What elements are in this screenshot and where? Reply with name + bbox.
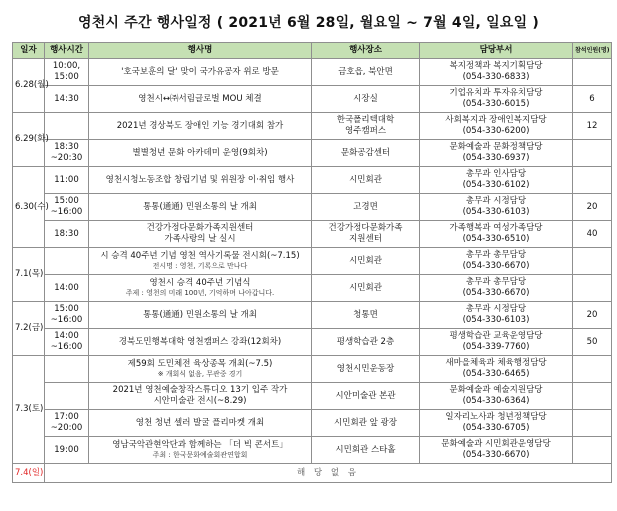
dept-cell — [420, 410, 573, 437]
time-cell — [45, 329, 89, 356]
table-row — [13, 167, 612, 194]
time-cell-text: 10:00, 15:00 — [52, 61, 81, 82]
attendee-count-cell — [573, 86, 612, 113]
dept-cell — [420, 59, 573, 86]
time-cell — [45, 383, 89, 410]
table-row — [13, 275, 612, 302]
dept-cell-text: 문화예술과 문화정책담당 (054-330-6937) — [449, 142, 543, 163]
event-name-cell — [89, 140, 312, 167]
dept-cell — [420, 302, 573, 329]
table-row — [13, 302, 612, 329]
time-cell-text: 14:30 — [54, 93, 79, 104]
event-name-cell-text: 영천시↔㈜서림글로벌 MOU 체결 — [138, 93, 262, 104]
place-cell — [312, 356, 420, 383]
place-cell-text: 건강가정다문화가족 지원센터 — [328, 223, 403, 244]
date-cell: 7.4(일) — [13, 464, 45, 483]
header-date: 일자 — [13, 43, 45, 59]
time-cell-text: 15:00 ~16:00 — [50, 196, 83, 217]
dept-cell — [420, 356, 573, 383]
place-cell — [312, 194, 420, 221]
event-name-cell — [89, 248, 312, 275]
place-cell — [312, 383, 420, 410]
event-name-cell — [89, 356, 312, 383]
place-cell-text: 영천시민운동장 — [336, 363, 395, 374]
header-dept: 담당부서 — [420, 43, 573, 59]
dept-cell-text: 총무과 시정담당 (054-330-6103) — [462, 304, 530, 325]
attendee-count-cell — [573, 302, 612, 329]
place-cell-text: 금호읍, 북안면 — [338, 66, 393, 77]
dept-cell-text: 총무과 총무담당 (054-330-6670) — [462, 277, 530, 298]
time-cell-text: 14:00 ~16:00 — [50, 331, 83, 352]
table-row — [13, 329, 612, 356]
place-cell-text: 청통면 — [353, 309, 378, 320]
dept-cell — [420, 194, 573, 221]
attendee-count-cell — [573, 275, 612, 302]
attendee-count-cell — [573, 140, 612, 167]
attendee-count-cell-text: 6 — [589, 93, 595, 104]
place-cell — [312, 437, 420, 464]
event-name-cell — [89, 302, 312, 329]
event-name-cell-text: 별별청년 문화 아카데미 운영(9회차) — [132, 147, 268, 158]
dept-cell-text: 가족행복과 여성가족담당 (054-330-6510) — [449, 223, 543, 244]
time-cell — [45, 356, 89, 383]
table-row — [13, 113, 612, 140]
table-row — [13, 59, 612, 86]
attendee-count-cell — [573, 356, 612, 383]
attendee-count-cell-text: 50 — [586, 336, 598, 347]
dept-cell-text: 총무과 총무담당 (054-330-6670) — [462, 250, 530, 271]
time-cell — [45, 140, 89, 167]
place-cell — [312, 113, 420, 140]
page-title: 영천시 주간 행사일정 ( 2021년 6월 28일, 월요일 ~ 7월 4일, 일요일 ) — [77, 15, 539, 31]
event-note-text: ※ 개회식 없음, 무관중 경기 — [157, 370, 243, 378]
table-row — [13, 140, 612, 167]
place-cell-text: 시민회관 — [349, 282, 382, 293]
attendee-count-cell — [573, 194, 612, 221]
header-time: 행사시간 — [45, 43, 89, 59]
dept-cell — [420, 86, 573, 113]
attendee-count-cell — [573, 59, 612, 86]
place-cell — [312, 86, 420, 113]
attendee-count-cell-text: 20 — [586, 309, 598, 320]
dept-cell-text: 문화예술과 예술지원담당 (054-330-6364) — [449, 385, 543, 406]
place-cell-text: 시민회관 앞 광장 — [334, 417, 397, 428]
time-cell — [45, 167, 89, 194]
dept-cell-text: 기업유치과 투자유치담당 (054-330-6015) — [449, 88, 543, 109]
event-name-cell — [89, 410, 312, 437]
attendee-count-cell — [573, 221, 612, 248]
place-cell — [312, 302, 420, 329]
dept-cell — [420, 113, 573, 140]
place-cell-text: 시장실 — [353, 93, 378, 104]
event-name-cell-text: 2021년 영천예술창작스튜디오 13기 입주 작가 시안미술관 전시(~8.29) — [112, 385, 288, 406]
date-cell: 6.29(화) — [13, 113, 45, 167]
time-cell-text: 11:00 — [54, 174, 79, 185]
attendee-count-cell — [573, 167, 612, 194]
attendee-count-cell — [573, 329, 612, 356]
table-row — [13, 194, 612, 221]
date-cell: 7.2(금) — [13, 302, 45, 356]
time-cell — [45, 248, 89, 275]
weekly-schedule-table — [12, 42, 612, 483]
event-note-text: 주최 : 한국문화예술회관연합회 — [152, 451, 248, 459]
place-cell — [312, 410, 420, 437]
time-cell-text: 15:00 ~16:00 — [50, 304, 83, 325]
dept-cell — [420, 329, 573, 356]
place-cell-text: 시민회관 스타홀 — [335, 444, 396, 455]
place-cell-text: 문화공감센터 — [340, 147, 391, 158]
time-cell-text: 19:00 — [54, 444, 79, 455]
header-attendees: 참석인원(명) — [573, 43, 612, 59]
dept-cell-text: 일자리노사과 청년정책담당 (054-330-6705) — [445, 412, 547, 433]
place-cell — [312, 329, 420, 356]
time-cell-text: 14:00 — [54, 282, 79, 293]
place-cell-text: 시민회관 — [349, 174, 382, 185]
time-cell — [45, 437, 89, 464]
dept-cell-text: 사회복지과 장애인복지담당 (054-330-6200) — [445, 115, 547, 136]
header-event: 행사명 — [89, 43, 312, 59]
place-cell — [312, 248, 420, 275]
time-cell — [45, 194, 89, 221]
attendee-count-cell-text: 40 — [586, 228, 598, 239]
table-row — [13, 383, 612, 410]
attendee-count-cell — [573, 437, 612, 464]
time-cell — [45, 302, 89, 329]
place-cell-text: 평생학습관 2층 — [336, 336, 395, 347]
place-cell-text: 시민회관 — [349, 255, 382, 266]
date-cell: 7.1(목) — [13, 248, 45, 302]
event-name-cell-text: 통통(通通) 민원소통의 날 개최 — [143, 201, 257, 212]
event-name-cell-text: 영천시청노동조합 창립기념 및 위원장 이·취임 행사 — [105, 174, 295, 185]
time-cell — [45, 275, 89, 302]
time-cell — [45, 59, 89, 86]
event-name-cell-text: 경북도민행복대학 영천캠퍼스 강좌(12회차) — [118, 336, 282, 347]
dept-cell-text: 평생학습관 교육운영담당 (054-339-7760) — [449, 331, 543, 352]
event-name-cell-text: 건강가정다문화가족지원센터 가족사랑의 날 실시 — [146, 223, 254, 244]
place-cell — [312, 59, 420, 86]
place-cell-text: 한국폴리텍대학 영주캠퍼스 — [336, 115, 395, 136]
event-name-cell — [89, 329, 312, 356]
schedule-body — [13, 59, 612, 483]
place-cell-text: 고경면 — [353, 201, 378, 212]
event-name-cell — [89, 167, 312, 194]
table-row — [13, 356, 612, 383]
dept-cell — [420, 437, 573, 464]
event-note-text: 주제 : 영천의 미래 100년, 기억하며 나아갑니다. — [125, 289, 275, 297]
table-row — [13, 86, 612, 113]
date-cell: 6.28(월) — [13, 59, 45, 113]
time-cell-text: 18:30 — [54, 228, 79, 239]
header-row — [13, 43, 612, 59]
time-cell — [45, 221, 89, 248]
event-name-cell-text: 영천 청년 셀러 발굴 플리마켓 개최 — [135, 417, 265, 428]
attendee-count-cell — [573, 113, 612, 140]
place-cell — [312, 221, 420, 248]
attendee-count-cell-text: 20 — [586, 201, 598, 212]
event-name-cell — [89, 383, 312, 410]
table-row — [13, 464, 612, 483]
dept-cell-text: 문화예술과 시민회관운영담당 (054-330-6670) — [441, 439, 551, 460]
event-name-cell-text: 제59회 도민체전 육상종목 개최(~7.5) — [127, 359, 273, 369]
event-name-cell-text: '호국보훈의 달' 맞이 국가유공자 위로 방문 — [121, 66, 279, 77]
table-row — [13, 410, 612, 437]
table-row — [13, 248, 612, 275]
time-cell-text: 18:30 ~20:30 — [50, 142, 83, 163]
dept-cell — [420, 140, 573, 167]
table-row — [13, 221, 612, 248]
event-name-cell-text: 통통(通通) 민원소통의 날 개최 — [143, 309, 257, 320]
time-cell — [45, 113, 89, 140]
dept-cell-text: 새마을체육과 체육행정담당 (054-330-6465) — [445, 358, 547, 379]
event-name-cell-text: 영천시 승격 40주년 기념식 — [149, 278, 251, 288]
no-event-cell: 해 당 없 음 — [45, 464, 612, 483]
event-name-cell — [89, 113, 312, 140]
place-cell — [312, 140, 420, 167]
attendee-count-cell — [573, 248, 612, 275]
time-cell — [45, 410, 89, 437]
dept-cell — [420, 248, 573, 275]
event-name-cell-text: 영남국악관현악단과 함께하는 「더 빅 콘서트」 — [112, 440, 288, 450]
dept-cell — [420, 167, 573, 194]
event-name-cell-text: 2021년 경상북도 장애인 기능 경기대회 참가 — [116, 120, 284, 131]
event-name-cell — [89, 437, 312, 464]
event-name-cell — [89, 194, 312, 221]
dept-cell-text: 총무과 인사담당 (054-330-6102) — [462, 169, 530, 190]
event-note-text: 전시명 : 영천, 기록으로 만나다 — [152, 262, 248, 270]
date-cell: 6.30(수) — [13, 167, 45, 248]
table-row — [13, 437, 612, 464]
event-name-cell — [89, 221, 312, 248]
dept-cell — [420, 275, 573, 302]
event-name-cell — [89, 86, 312, 113]
dept-cell-text: 총무과 시정담당 (054-330-6103) — [462, 196, 530, 217]
attendee-count-cell — [573, 410, 612, 437]
time-cell-text: 17:00 ~20:00 — [50, 412, 83, 433]
attendee-count-cell-text: 12 — [586, 120, 598, 131]
event-name-cell — [89, 59, 312, 86]
place-cell — [312, 275, 420, 302]
time-cell — [45, 86, 89, 113]
event-name-cell-text: 시 승격 40주년 기념 영천 역사기록물 전시회(~7.15) — [100, 251, 300, 261]
place-cell-text: 시안미술관 본관 — [335, 390, 396, 401]
dept-cell — [420, 383, 573, 410]
date-cell: 7.3(토) — [13, 356, 45, 464]
attendee-count-cell — [573, 383, 612, 410]
header-place: 행사장소 — [312, 43, 420, 59]
dept-cell — [420, 221, 573, 248]
dept-cell-text: 복지정책과 복지기획담당 (054-330-6833) — [449, 61, 543, 82]
place-cell — [312, 167, 420, 194]
event-name-cell — [89, 275, 312, 302]
